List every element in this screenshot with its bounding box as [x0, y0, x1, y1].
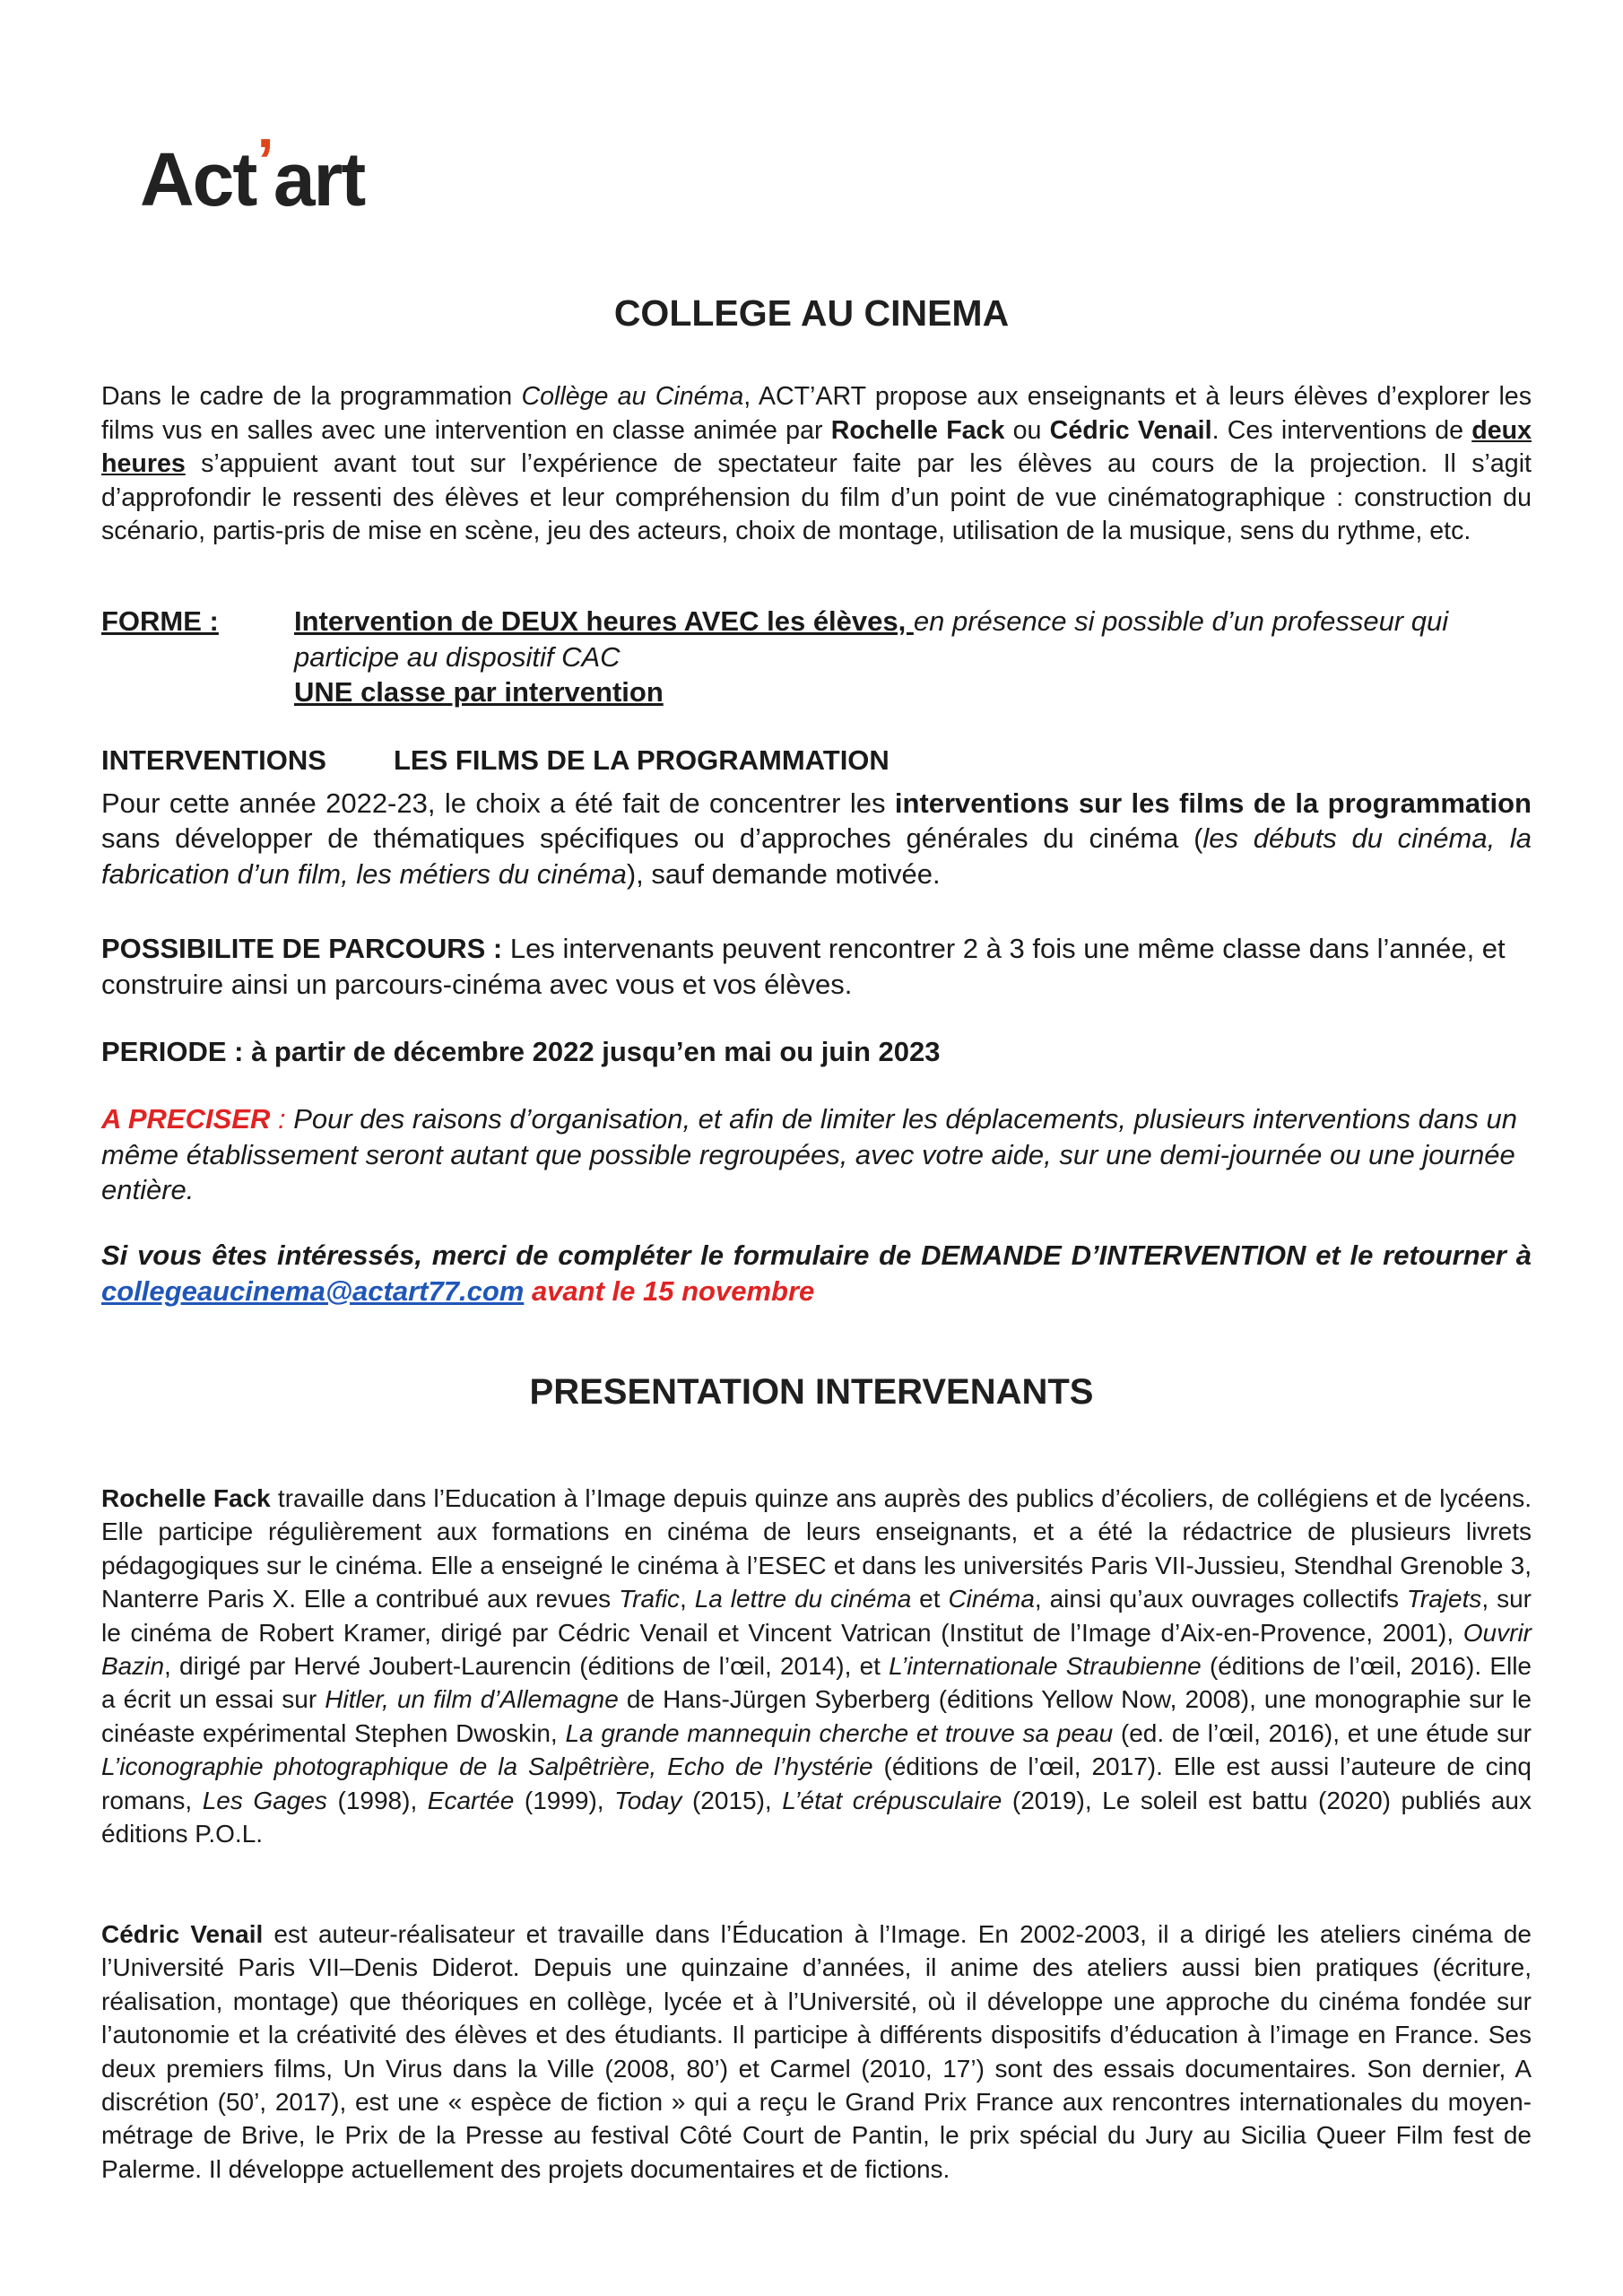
interventions-label: INTERVENTIONS: [101, 744, 326, 776]
presentation-title: PRESENTATION INTERVENANTS: [529, 1372, 1094, 1412]
email-link[interactable]: collegeaucinema@actart77.com: [101, 1274, 525, 1307]
fack-bio: Rochelle Fack travaille dans l’Education à l’Image depuis quinze ans auprès des publics d’écoliers, de collégiens et de lycéens. Elle participe régulièrement aux formations en cinéma de leurs enseignants, et a été la rédactrice de plusieurs livrets pédagogiques sur le cinéma. Elle a enseigné le cinéma à l’ESEC et dans les universités Paris VII-Jussieu, Stendhal Grenoble 3, Nanterre Paris X. Elle a contribué aux revues Trafic, La lettre du cinéma et Cinéma, ainsi qu’aux ouvrages collectifs Trajets, sur le cinéma de Robert Kramer, dirigé par Cédric Venail et Vincent Vatrican (Institut de l’Image d’Aix-en-Provence, 2001), Ouvrir Bazin, dirigé par Hervé Joubert-Laurencin (éditions de l’œil, 2014), et L’internationale Straubienne (éditions de l’œil, 2016). Elle a écrit un essai sur Hitler, un film d’Allemagne de Hans-Jürgen Syberberg (éditions Yellow Now, 2008), une monographie sur le cinéaste expérimental Stephen Dwoskin, La grande mannequin cherche et trouve sa peau (ed. de l’œil, 2016), et une étude sur L’iconographie photographique de la Salpêtrière, Echo de l’hystérie (éditions de l’œil, 2017). Elle est aussi l’auteure de cinq romans, Les Gages (1998), Ecartée (1999), Today (2015), L’état crépusculaire (2019), Le soleil est battu (2020) publiés aux éditions P.O.L.: [101, 1484, 1532, 1848]
forme-line2: UNE classe par intervention: [294, 676, 664, 708]
forme-section: [101, 604, 1532, 710]
logo-apostrophe: ’: [256, 126, 273, 196]
actart-logo: Act’art: [140, 126, 365, 222]
parcours-paragraph: POSSIBILITE DE PARCOURS : Les intervenants peuvent rencontrer 2 à 3 fois une même classe dans l’année, et construire ainsi un parcours-cinéma avec vous et vos élèves.: [101, 933, 1506, 1000]
forme-content: Intervention de DEUX heures AVEC les élèves, en présence si possible d’un professeur qui participe au dispositif CAC UNE classe par intervention: [294, 604, 1532, 710]
interventions-heading: LES FILMS DE LA PROGRAMMATION: [394, 744, 890, 776]
interventions-section: [101, 743, 1532, 891]
venail-bio: Cédric Venail est auteur-réalisateur et travaille dans l’Éducation à l’Image. En 2002-2003, il a dirigé les ateliers cinéma de l’Université Paris VII–Denis Diderot. Depuis une quinzaine d’années, il anime des ateliers aussi bien pratiques (écriture, réalisation, montage) que théoriques en collège, lycée et à l’Université, où il développe une approche du cinéma fondée sur l’autonomie et la créativité des élèves et des étudiants. Il participe à différents dispositifs d’éducation à l’image en France. Ses deux premiers films, Un Virus dans la Ville (2008, 80’) et Carmel (2010, 17’) sont des essais documentaires. Son dernier, A discrétion (50’, 2017), est une « espèce de fiction » qui a reçu le Grand Prix France aux rencontres internationales du moyen-métrage de Brive, le Prix de la Presse au festival Côté Court de Pantin, le prix spécial du Jury au Sicilia Queer Film fest de Palerme. Il développe actuellement des projets documentaires et de fictions.: [101, 1920, 1532, 2183]
periode-line: PERIODE : à partir de décembre 2022 jusqu’en mai ou juin 2023: [101, 1036, 941, 1067]
page-title: COLLEGE AU CINEMA: [613, 292, 1010, 334]
contact-paragraph: Si vous êtes intéressés, merci de compléter le formulaire de DEMANDE D’INTERVENTION et le retourner à collegeaucinema@actart77.com avant le 15 novembre: [101, 1239, 1532, 1307]
preciser-paragraph: A PRECISER : Pour des raisons d’organisation, et afin de limiter les déplacements, plusieurs interventions dans un même établissement seront autant que possible regroupées, avec votre aide, sur une demi-journée ou une journée entière.: [101, 1103, 1517, 1205]
intro-paragraph: Dans le cadre de la programmation Collège au Cinéma, ACT’ART propose aux enseignants et à leurs élèves d’explorer les films vus en salles avec une intervention en classe animée par Rochelle Fack ou Cédric Venail. Ces interventions de deux heures s’appuient avant tout sur l’expérience de spectateur faite par les élèves au cours de la projection. Il s’agit d’approfondir le ressenti des élèves et leur compréhension du film d’un point de vue cinématographique : construction du scénario, partis-pris de mise en scène, jeu des acteurs, choix de montage, utilisation de la musique, sens du rythme, etc.: [101, 382, 1532, 545]
forme-label: FORME :: [101, 605, 219, 637]
interventions-text: Pour cette année 2022-23, le choix a été fait de concentrer les interventions sur les films de la programmation sans développer de thématiques spécifiques ou d’approches générales du cinéma (les débuts du cinéma, la fabrication d’un film, les métiers du cinéma), sauf demande motivée.: [101, 787, 1532, 890]
